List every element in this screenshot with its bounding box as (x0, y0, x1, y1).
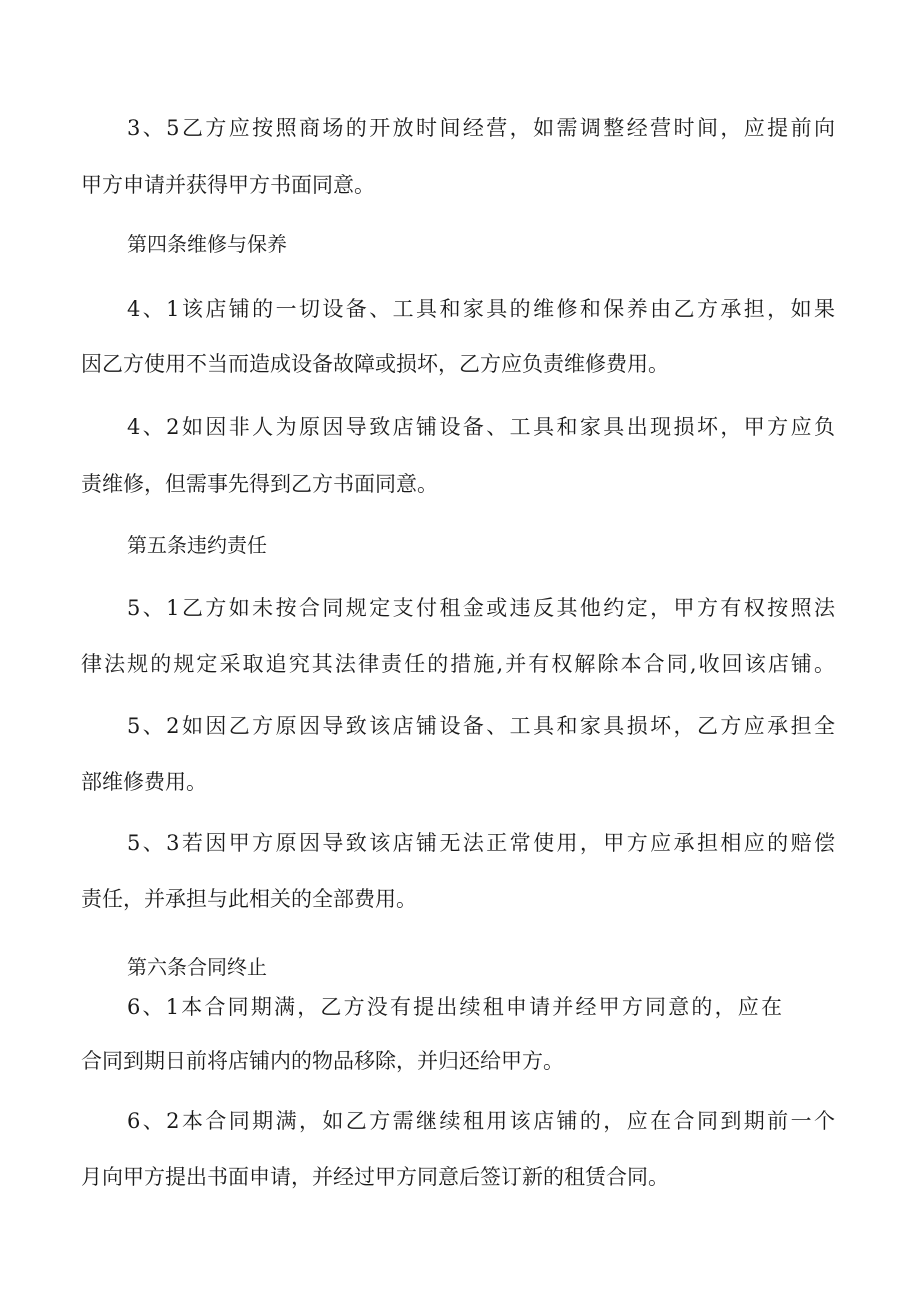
clause-6-1-line-2: 合同到期日前将店铺内的物品移除，并归还给甲方。 (81, 1049, 564, 1073)
clause-5-3-line-1: 5、3若因甲方原因导致该店铺无法正常使用，甲方应承担相应的赔偿 (127, 831, 835, 855)
clause-3-5-line-2: 甲方申请并获得甲方书面同意。 (81, 173, 375, 197)
clause-6-2-line-1: 6、2本合同期满，如乙方需继续租用该店铺的，应在合同到期前一个 (127, 1109, 835, 1133)
clause-5-1-line-1: 5、1乙方如未按合同规定支付租金或违反其他约定，甲方有权按照法 (127, 596, 835, 620)
clause-4-1-line-1: 4、1该店铺的一切设备、工具和家具的维修和保养由乙方承担，如果 (127, 297, 835, 321)
clause-5-2-line-1: 5、2如因乙方原因导致该店铺设备、工具和家具损坏，乙方应承担全 (127, 714, 835, 738)
clause-5-2-line-2: 部维修费用。 (81, 770, 207, 794)
clause-6-1-line-1: 6、1本合同期满，乙方没有提出续租申请并经甲方同意的，应在 (127, 995, 782, 1019)
clause-6-2-line-2: 月向甲方提出书面申请，并经过甲方同意后签订新的租赁合同。 (81, 1165, 669, 1189)
article-6-title: 第六条合同终止 (127, 955, 267, 979)
clause-4-2-line-2: 责维修，但需事先得到乙方书面同意。 (81, 472, 438, 496)
article-5-title: 第五条违约责任 (127, 533, 267, 557)
article-4-title: 第四条维修与保养 (127, 232, 287, 256)
clause-4-2-line-1: 4、2如因非人为原因导致店铺设备、工具和家具出现损坏，甲方应负 (127, 415, 835, 439)
clause-3-5-line-1: 3、5乙方应按照商场的开放时间经营，如需调整经营时间，应提前向 (127, 116, 835, 140)
clause-4-1-line-2: 因乙方使用不当而造成设备故障或损坏，乙方应负责维修费用。 (81, 352, 669, 376)
clause-5-3-line-2: 责任，并承担与此相关的全部费用。 (81, 887, 417, 911)
clause-5-1-line-2: 律法规的规定采取追究其法律责任的措施,并有权解除本合同,收回该店铺。 (81, 652, 835, 676)
